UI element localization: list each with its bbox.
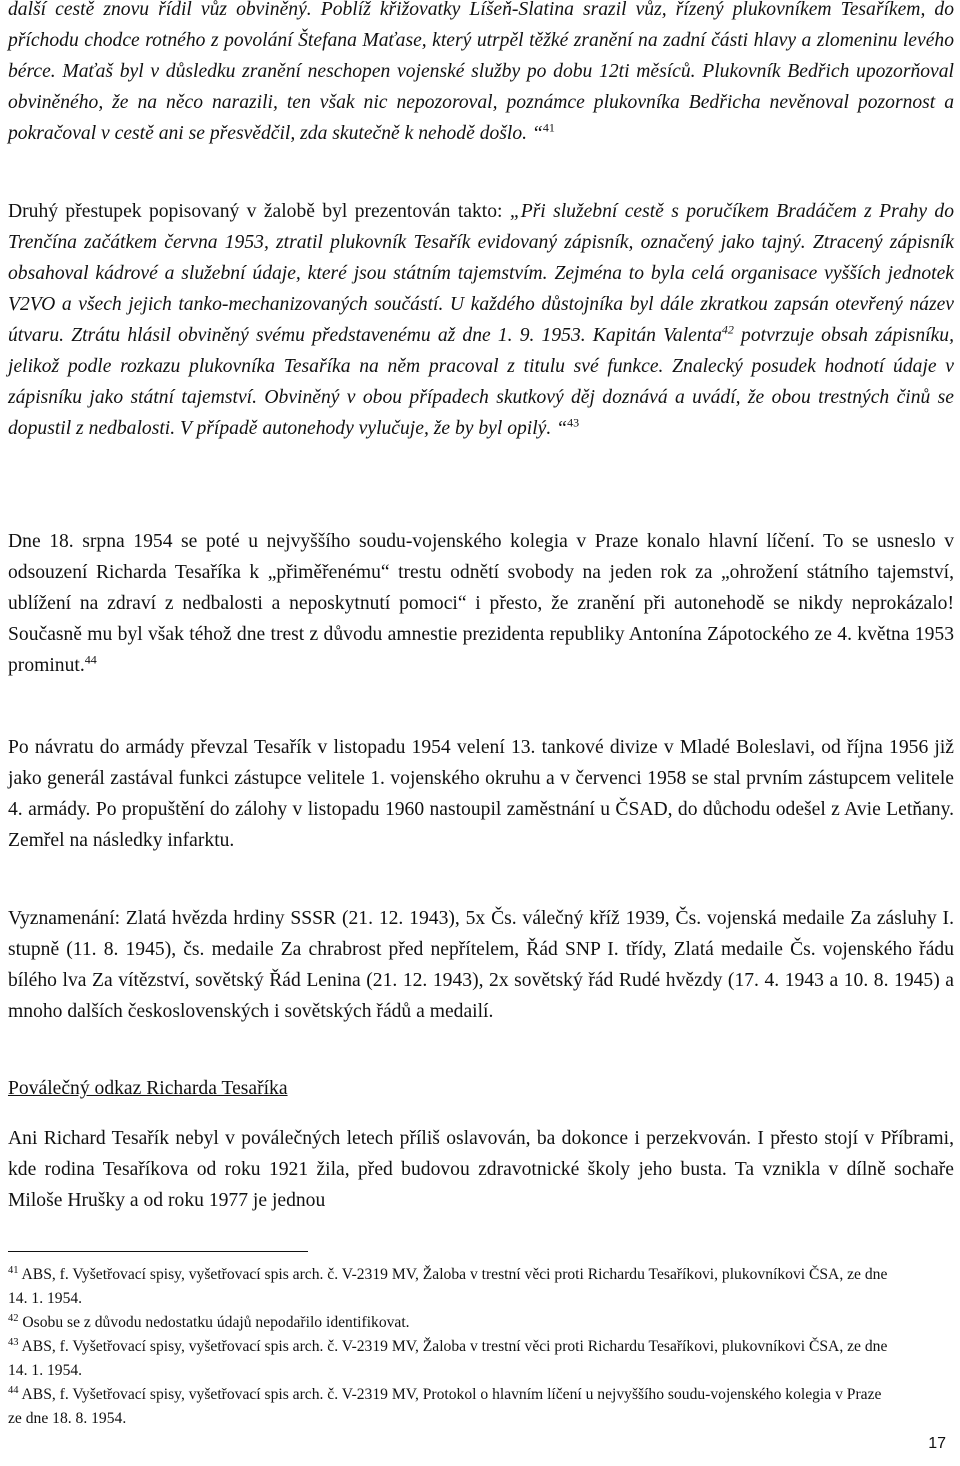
footnote-ref-44: 44 (84, 652, 97, 667)
paragraph-legacy: Ani Richard Tesařík nebyl v poválečných letech příliš oslavován, ba dokonce i perzekvován. I přesto stojí v Příbrami, kde rodina Tesaříkova od roku 1921 žila, před budovou zdravotnické školy jeho busta. Ta vznikla v dílně sochaře Miloše Hrušky a od roku 1977 je jednou (8, 1128, 954, 1211)
closing-quote: “ (556, 418, 568, 439)
section-heading: Poválečný odkaz Richarda Tesaříka (8, 1078, 288, 1099)
footnote-number: 44 (8, 1384, 19, 1396)
footnotes (8, 1263, 888, 1431)
footnote-41 (8, 1263, 888, 1311)
footnote-number: 42 (8, 1312, 19, 1324)
footnote-number: 41 (8, 1264, 19, 1276)
footnote-divider (8, 1251, 308, 1252)
paragraph-accident-text: další cestě znovu řídil vůz obviněný. Poblíž křižovatky Líšeň-Slatina srazil vůz, řízený plukovníkem Tesaříkem, do příchodu chodce rotného z povolání Štefana Maťase, který utrpěl těžké zranění na zadní části hlavy a zlomeninu levého bérce. Maťaš byl v důsledku zranění neschopen vojenské služby po dobu 12ti měsíců. Plukovník Bedřich upozorňoval obviněného, že na něco narazili, ten však nic nepozoroval, poznámce plukovníka Bedřicha nevěnoval pozornost a pokračoval v cestě ani se přesvědčil, zda skutečně k nehodě došlo. (8, 0, 954, 144)
footnote-ref-42: 42 (721, 322, 734, 337)
paragraph-awards: Vyznamenání: Zlatá hvězda hrdiny SSSR (21. 12. 1943), 5x Čs. válečný kříž 1939, Čs. vojenská medaile Za zásluhy I. stupně (11. 8. 1945), čs. medaile Za chrabrost před nepřítelem, Řád SNP I. třídy, Zlatá medaile Čs. vojenského řádu bílého lva Za vítězství, sovětský Řád Lenina (21. 12. 1943), 2x sovětský řád Rudé hvězdy (17. 4. 1943 a 10. 8. 1945) a mnoho dalších československých i sovětských řádů a medailí. (8, 908, 954, 1022)
quote-part-a: „Při služební cestě s poručíkem Bradáčem z Prahy do Trenčína začátkem června 1953, ztratil plukovník Tesařík evidovaný zápisník, označený jako tajný. Ztracený zápisník obsahoval kádrové a služební údaje, které jsou státním tajemstvím. Zejména to byla celá organisace vyšších jednotek V2VO a všech jejich tanko-mechanizovaných součástí. U každého důstojníka byl dále zkratkou zapsán otevřený název útvaru. Ztrátu hlásil obviněný svému představenému až dne 1. 9. 1953. Kapitán Valenta (8, 201, 954, 346)
footnote-text: ABS, f. Vyšetřovací spisy, vyšetřovací spis arch. č. V-2319 MV, Žaloba v trestní věci proti Richardu Tesaříkovi, plukovníkovi ČSA, ze dne 14. 1. 1954. (8, 1338, 888, 1379)
paragraph-lost-notebook (8, 196, 954, 444)
paragraph-trial-text: Dne 18. srpna 1954 se poté u nejvyššího soudu-vojenského kolegia v Praze konalo hlavní líčení. To se usneslo v odsouzení Richarda Tesaříka k „přiměřenému“ trestu odnětí svobody na jeden rok za „ohrožení státního tajemství, ublížení na zdraví z nedbalosti a neposkytnutí pomoci“ i přesto, že zranění při autonehodě se nikdy neprokázalo! Současně mu byl však téhož dne trest z důvodu amnestie prezidenta republiky Antonína Zápotockého ze 4. května 1953 prominut. (8, 531, 954, 676)
paragraph-career: Po návratu do armády převzal Tesařík v listopadu 1954 velení 13. tankové divize v Mladé Boleslavi, od října 1956 již jako generál zastával funkci zástupce velitele 1. vojenského okruhu a v červenci 1958 se stal prvním zástupcem velitele 4. armády. Po propuštění do zálohy v listopadu 1960 nastoupil zaměstnání u ČSAD, do důchodu odešel z Avie Letňany. Zemřel na následky infarktu. (8, 737, 954, 851)
paragraph-lost-notebook-lead: Druhý přestupek popisovaný v žalobě byl prezentován takto: (8, 201, 510, 222)
closing-quote: “ (531, 123, 543, 144)
quote-part-b: potvrzuje obsah zápisníku, jelikož podle rozkazu plukovníka Tesaříka na něm pracoval z titulu své funkce. Znalecký posudek hodnotí údaje v zápisníku jako státní tajemství. Obviněný v obou případech skutkový děj doznává a uvádí, že obou trestných činů se dopustil z nedbalosti. V případě autonehody vylučuje, že by byl opilý. (8, 325, 954, 439)
footnote-ref-41: 41 (542, 120, 555, 135)
footnote-ref-43: 43 (567, 415, 580, 430)
footnote-44 (8, 1383, 888, 1431)
footnote-text: ABS, f. Vyšetřovací spisy, vyšetřovací spis arch. č. V-2319 MV, Žaloba v trestní věci proti Richardu Tesaříkovi, plukovníkovi ČSA, ze dne 14. 1. 1954. (8, 1266, 888, 1307)
footnote-43 (8, 1335, 888, 1383)
footnote-text: ABS, f. Vyšetřovací spisy, vyšetřovací spis arch. č. V-2319 MV, Protokol o hlavním líčení u nejvyššího soudu-vojenského kolegia v Praze ze dne 18. 8. 1954. (8, 1386, 882, 1427)
footnote-number: 43 (8, 1336, 19, 1348)
page-number: 17 (928, 1435, 946, 1452)
paragraph-trial (8, 526, 954, 681)
footnote-text: Osobu se z důvodu nedostatku údajů nepodařilo identifikovat. (18, 1314, 410, 1331)
footnote-42 (8, 1311, 888, 1335)
paragraph-accident (8, 0, 954, 149)
